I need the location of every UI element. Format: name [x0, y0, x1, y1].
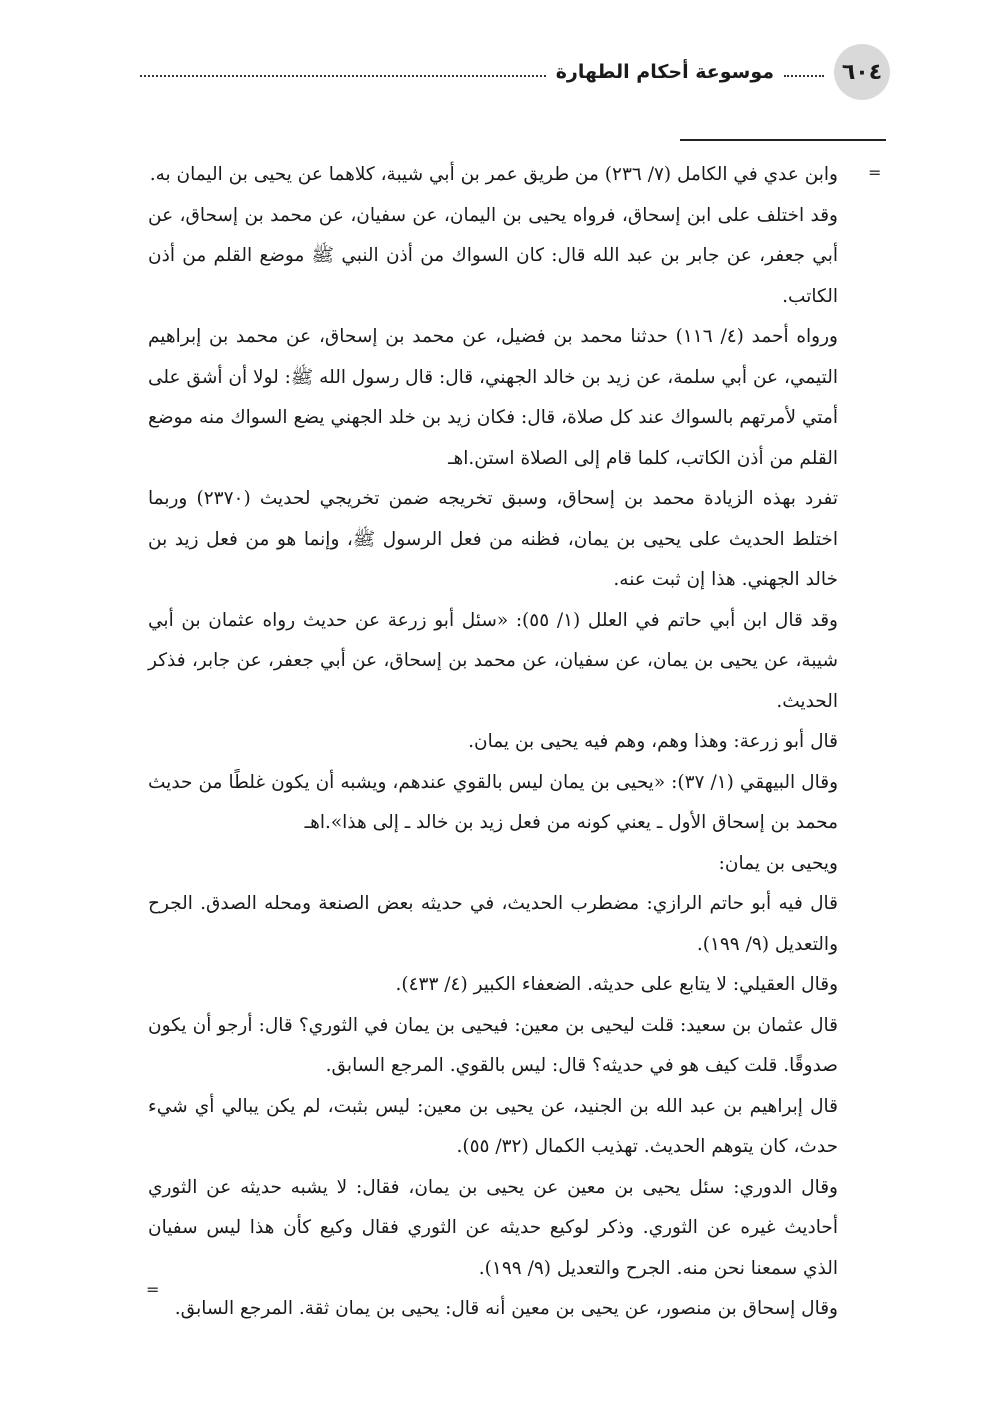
paragraph: وقال البيهقي (١/ ٣٧): «يحيى بن يمان ليس بالقوي عندهم، ويشبه أن يكون غلطًا من حديث محمد بن إسحاق الأول ـ يعني كونه من فعل زيد بن خالد ـ إلى هذا».اهـ: [148, 771, 839, 833]
paragraph: وقد قال ابن أبي حاتم في العلل (١/ ٥٥): «سئل أبو زرعة عن حديث رواه عثمان بن أبي شيبة، عن يحيى بن يمان، عن سفيان، عن محمد بن إسحاق، عن أبي جعفر، عن جابر، فذكر الحديث.: [148, 609, 838, 712]
paragraph: وقال العقيلي: لا يتابع على حديثه. الضعفاء الكبير (٤/ ٤٣٣).: [395, 974, 838, 995]
header-title-row: [140, 58, 824, 86]
paragraph: وابن عدي في الكامل (٧/ ٢٣٦) من طريق عمر بن أبي شيبة، كلاهما عن يحيى بن اليمان به.: [149, 164, 838, 185]
leader-dots-left: [140, 75, 546, 77]
paragraph: قال إبراهيم بن عبد الله بن الجنيد، عن يحيى بن معين: ليس بثبت، لم يكن يبالي أي شيء حدث، كان يتوهم الحديث. تهذيب الكمال (٣٢/ ٥٥).: [148, 1095, 838, 1157]
paragraph: وقال إسحاق بن منصور، عن يحيى بن معين أنه قال: يحيى بن يمان ثقة. المرجع السابق.: [174, 1298, 838, 1319]
continuation-marker-top: =: [868, 163, 882, 182]
page-number: ٦٠٤: [834, 44, 890, 100]
paragraph: وقال الدوري: سئل يحيى بن معين عن يحيى بن يمان، فقال: لا يشبه حديثه عن الثوري أحاديث غيره عن الثوري. وذكر لوكيع حديثه عن الثوري فقال وكيع كأن هذا ليس سفيان الذي سمعنا نحن منه. الجرح والتعديل (٩/ ١٩٩).: [148, 1176, 838, 1279]
paragraph: قال فيه أبو حاتم الرازي: مضطرب الحديث، في حديثه بعض الصنعة ومحله الصدق. الجرح والتعديل (٩/ ١٩٩).: [148, 893, 838, 955]
book-title: موسوعة أحكام الطهارة: [555, 61, 774, 83]
paragraph: قال عثمان بن سعيد: قلت ليحيى بن معين: فيحيى بن يمان في الثوري؟ قال: أرجو أن يكون صدوقًا. قلت كيف هو في حديثه؟ قال: ليس بالقوي. المرجع السابق.: [148, 1014, 838, 1076]
continuation-marker-bottom: =: [146, 1280, 160, 1299]
paragraph: ويحيى بن يمان:: [718, 852, 838, 874]
footnote-separator: [680, 139, 886, 141]
paragraph: ورواه أحمد (٤/ ١١٦) حدثنا محمد بن فضيل، عن محمد بن إسحاق، عن محمد بن إبراهيم التيمي، عن أبي سلمة، عن زيد بن خالد الجهني، قال: قال رسول الله ﷺ: لولا أن أشق على أمتي لأمرتهم بالسواك عند كل صلاة، قال: فكان زيد بن خلد الجهني يضع السواك منه موضع القلم من أذن الكاتب، كلما قام إلى الصلاة استن.اهـ: [148, 326, 838, 469]
paragraph: وقد اختلف على ابن إسحاق، فرواه يحيى بن اليمان، عن سفيان، عن محمد بن إسحاق، عن أبي جعفر، عن جابر بن عبد الله قال: كان السواك من أذن النبي ﷺ موضع القلم من أذن الكاتب.: [148, 204, 838, 307]
paragraph: تفرد بهذه الزيادة محمد بن إسحاق، وسبق تخريجه ضمن تخريجي لحديث (٢٣٧٠) وربما اختلط الحديث على يحيى بن يمان، فظنه من فعل الرسول ﷺ، وإنما هو من فعل زيد بن خالد الجهني. هذا إن ثبت عنه.: [148, 488, 839, 590]
footnote-body: [148, 155, 838, 1330]
page-header: [140, 44, 890, 100]
leader-dots-right: [784, 75, 824, 77]
paragraph: قال أبو زرعة: وهذا وهم، وهم فيه يحيى بن يمان.: [468, 731, 838, 752]
